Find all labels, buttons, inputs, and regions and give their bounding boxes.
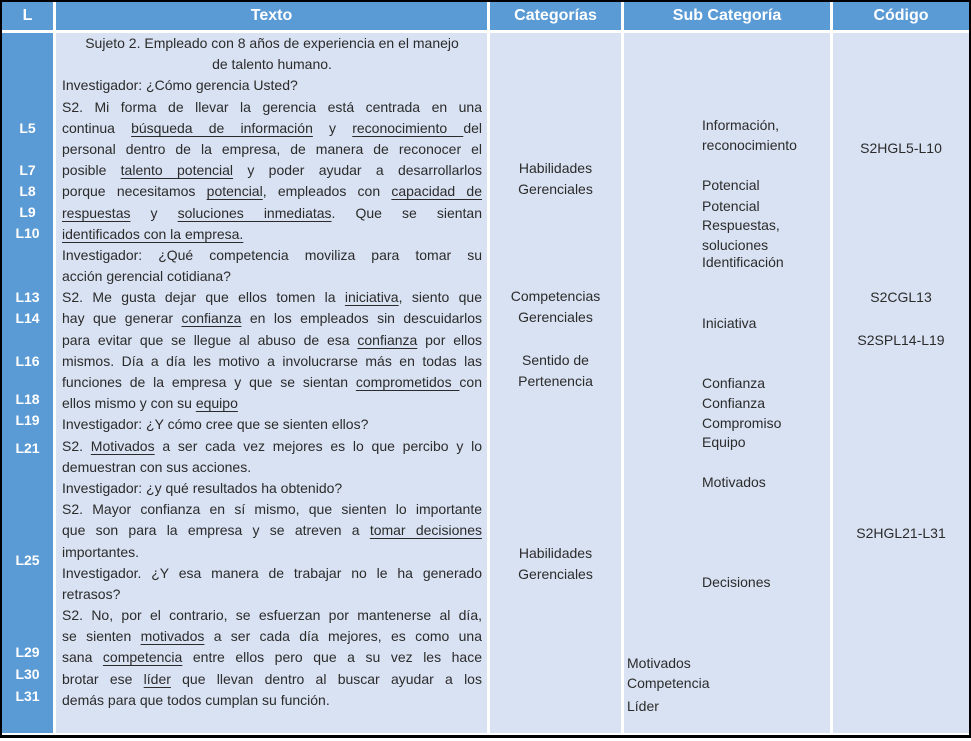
categoria-label: Sentido de	[522, 352, 589, 368]
subcategoria-label: Respuestas,	[702, 217, 780, 233]
line-label: L21	[15, 440, 40, 456]
texto-line: demuestran con sus acciones.	[62, 458, 252, 475]
texto-line: se sienten motivados a ser cada día mejores, es como una	[62, 628, 482, 645]
subcategoria-label: Compromiso	[702, 415, 782, 431]
line-label: L7	[19, 162, 36, 178]
texto-line: Sujeto 2. Empleado con 8 años de experiencia en el manejo	[85, 35, 459, 51]
subcategoria-label: Motivados	[702, 474, 766, 490]
texto-line: posible talento potencial y poder ayudar a desarrollarlos	[62, 162, 482, 179]
texto-lines	[62, 33, 482, 711]
line-label: L16	[15, 353, 40, 369]
texto-line: sana competencia entre ellos pero que a su vez les hace	[62, 649, 482, 666]
texto-line: ellos mismo y con su equipo	[62, 395, 238, 412]
categoria-label: Gerenciales	[518, 566, 593, 582]
body-cell-line-numbers	[2, 33, 53, 733]
codigo-label: S2HGL21-L31	[856, 525, 946, 541]
line-label: L25	[15, 552, 40, 568]
texto-line: porque necesitamos potencial, empleados con capacidad de	[62, 183, 482, 200]
codigo-label: S2HGL5-L10	[860, 140, 942, 156]
header-cell-codigo: Código	[833, 2, 969, 30]
categoria-label: Habilidades	[518, 545, 593, 561]
line-label: L9	[19, 204, 36, 220]
texto-line: S2. No, por el contrario, se esfuerzan por mantenerse al día,	[62, 607, 482, 624]
texto-line: funciones de la empresa y que se sientan comprometidos con	[62, 374, 482, 390]
categoria-label: Habilidades	[518, 160, 593, 176]
subcategoria-label: Información,	[702, 117, 780, 133]
subcategoria-label: Potencial	[702, 177, 760, 193]
categoria-label: Gerenciales	[518, 181, 593, 197]
line-label: L8	[19, 183, 36, 199]
texto-line: Investigador: ¿Y cómo cree que se sienten ellos?	[62, 416, 369, 433]
header-cell-categorias: Categorías	[490, 2, 621, 30]
texto-line: importantes.	[62, 543, 140, 560]
texto-line: para evitar que se llegue al abuso de esa confianza por ellos	[62, 331, 482, 348]
texto-line: Investigador: ¿Qué competencia moviliza para tomar su	[62, 246, 482, 263]
texto-line: S2. Motivados a ser cada vez mejores es lo que percibo y lo	[62, 437, 482, 454]
subcategoria-label: Equipo	[702, 434, 746, 450]
subcategoria-label: Motivados	[627, 655, 691, 671]
categoria-label: Competencias	[510, 288, 601, 304]
subcategoria-label: Decisiones	[702, 574, 771, 590]
codigo-label: S2SPL14-L19	[857, 332, 945, 348]
header-cell-subcategoria: Sub Categoría	[624, 2, 830, 30]
texto-line: S2. Mayor confianza en sí mismo, que sienten lo importante	[62, 501, 482, 518]
texto-line: respuestas y soluciones inmediatas. Que se sientan	[62, 204, 482, 221]
texto-line: Investigador: ¿y qué resultados ha obtenido?	[62, 479, 343, 496]
line-label: L29	[15, 644, 40, 660]
texto-line: continua búsqueda de información y reconocimiento del	[62, 119, 482, 136]
subcategoria-label: Competencia	[627, 675, 710, 691]
texto-line: Investigador. ¿Y esa manera de trabajar no le ha generado	[62, 564, 482, 581]
line-label: L13	[15, 289, 40, 305]
texto-line: hay que generar confianza en los empleados sin descuidarlos	[62, 310, 482, 327]
texto-line: retrasos?	[62, 585, 121, 602]
line-label: L19	[15, 412, 40, 428]
subcategoria-label: Confianza	[702, 395, 766, 411]
texto-line: S2. Mi forma de llevar la gerencia está centrada en una	[62, 98, 482, 115]
subcategoria-label: Potencial	[702, 198, 760, 214]
subcategoria-label: reconocimiento	[702, 137, 797, 153]
subcategoria-label: Identificación	[702, 254, 784, 270]
line-label: L5	[19, 120, 36, 136]
subcategoria-label: Iniciativa	[702, 315, 757, 331]
categoria-label: Gerenciales	[518, 309, 593, 325]
texto-line: identificados con la empresa.	[62, 225, 244, 242]
texto-line: personal dentro de la empresa, de manera de reconocer el	[62, 140, 482, 157]
subcategoria-label: Confianza	[702, 375, 766, 391]
texto-line: S2. Me gusta dejar que ellos tomen la iniciativa, siento que	[62, 289, 482, 306]
texto-line: brotar ese líder que llevan dentro al buscar ayudar a los	[62, 670, 482, 687]
codigo-label: S2CGL13	[870, 289, 932, 305]
texto-line: mismos. Día a día les motivo a involucrarse más en todas las	[62, 352, 482, 369]
line-label: L10	[15, 225, 40, 241]
subcategoria-label: soluciones	[702, 237, 769, 253]
texto-line: acción gerencial cotidiana?	[62, 268, 231, 285]
texto-line: demás para que todos cumplan su función.	[62, 691, 330, 708]
texto-line: de talento humano.	[212, 56, 332, 73]
categoria-label: Pertenencia	[518, 373, 593, 389]
texto-line: que son para la empresa y se atreven a tomar decisiones	[62, 522, 482, 539]
header-cell-l: L	[2, 2, 53, 30]
line-label: L30	[15, 666, 40, 682]
subcategoria-label: Líder	[627, 698, 659, 714]
line-label: L18	[15, 391, 40, 407]
line-label: L14	[15, 310, 40, 326]
texto-line: Investigador: ¿Cómo gerencia Usted?	[62, 77, 298, 94]
header-cell-texto: Texto	[56, 2, 487, 30]
line-label: L31	[15, 688, 40, 704]
